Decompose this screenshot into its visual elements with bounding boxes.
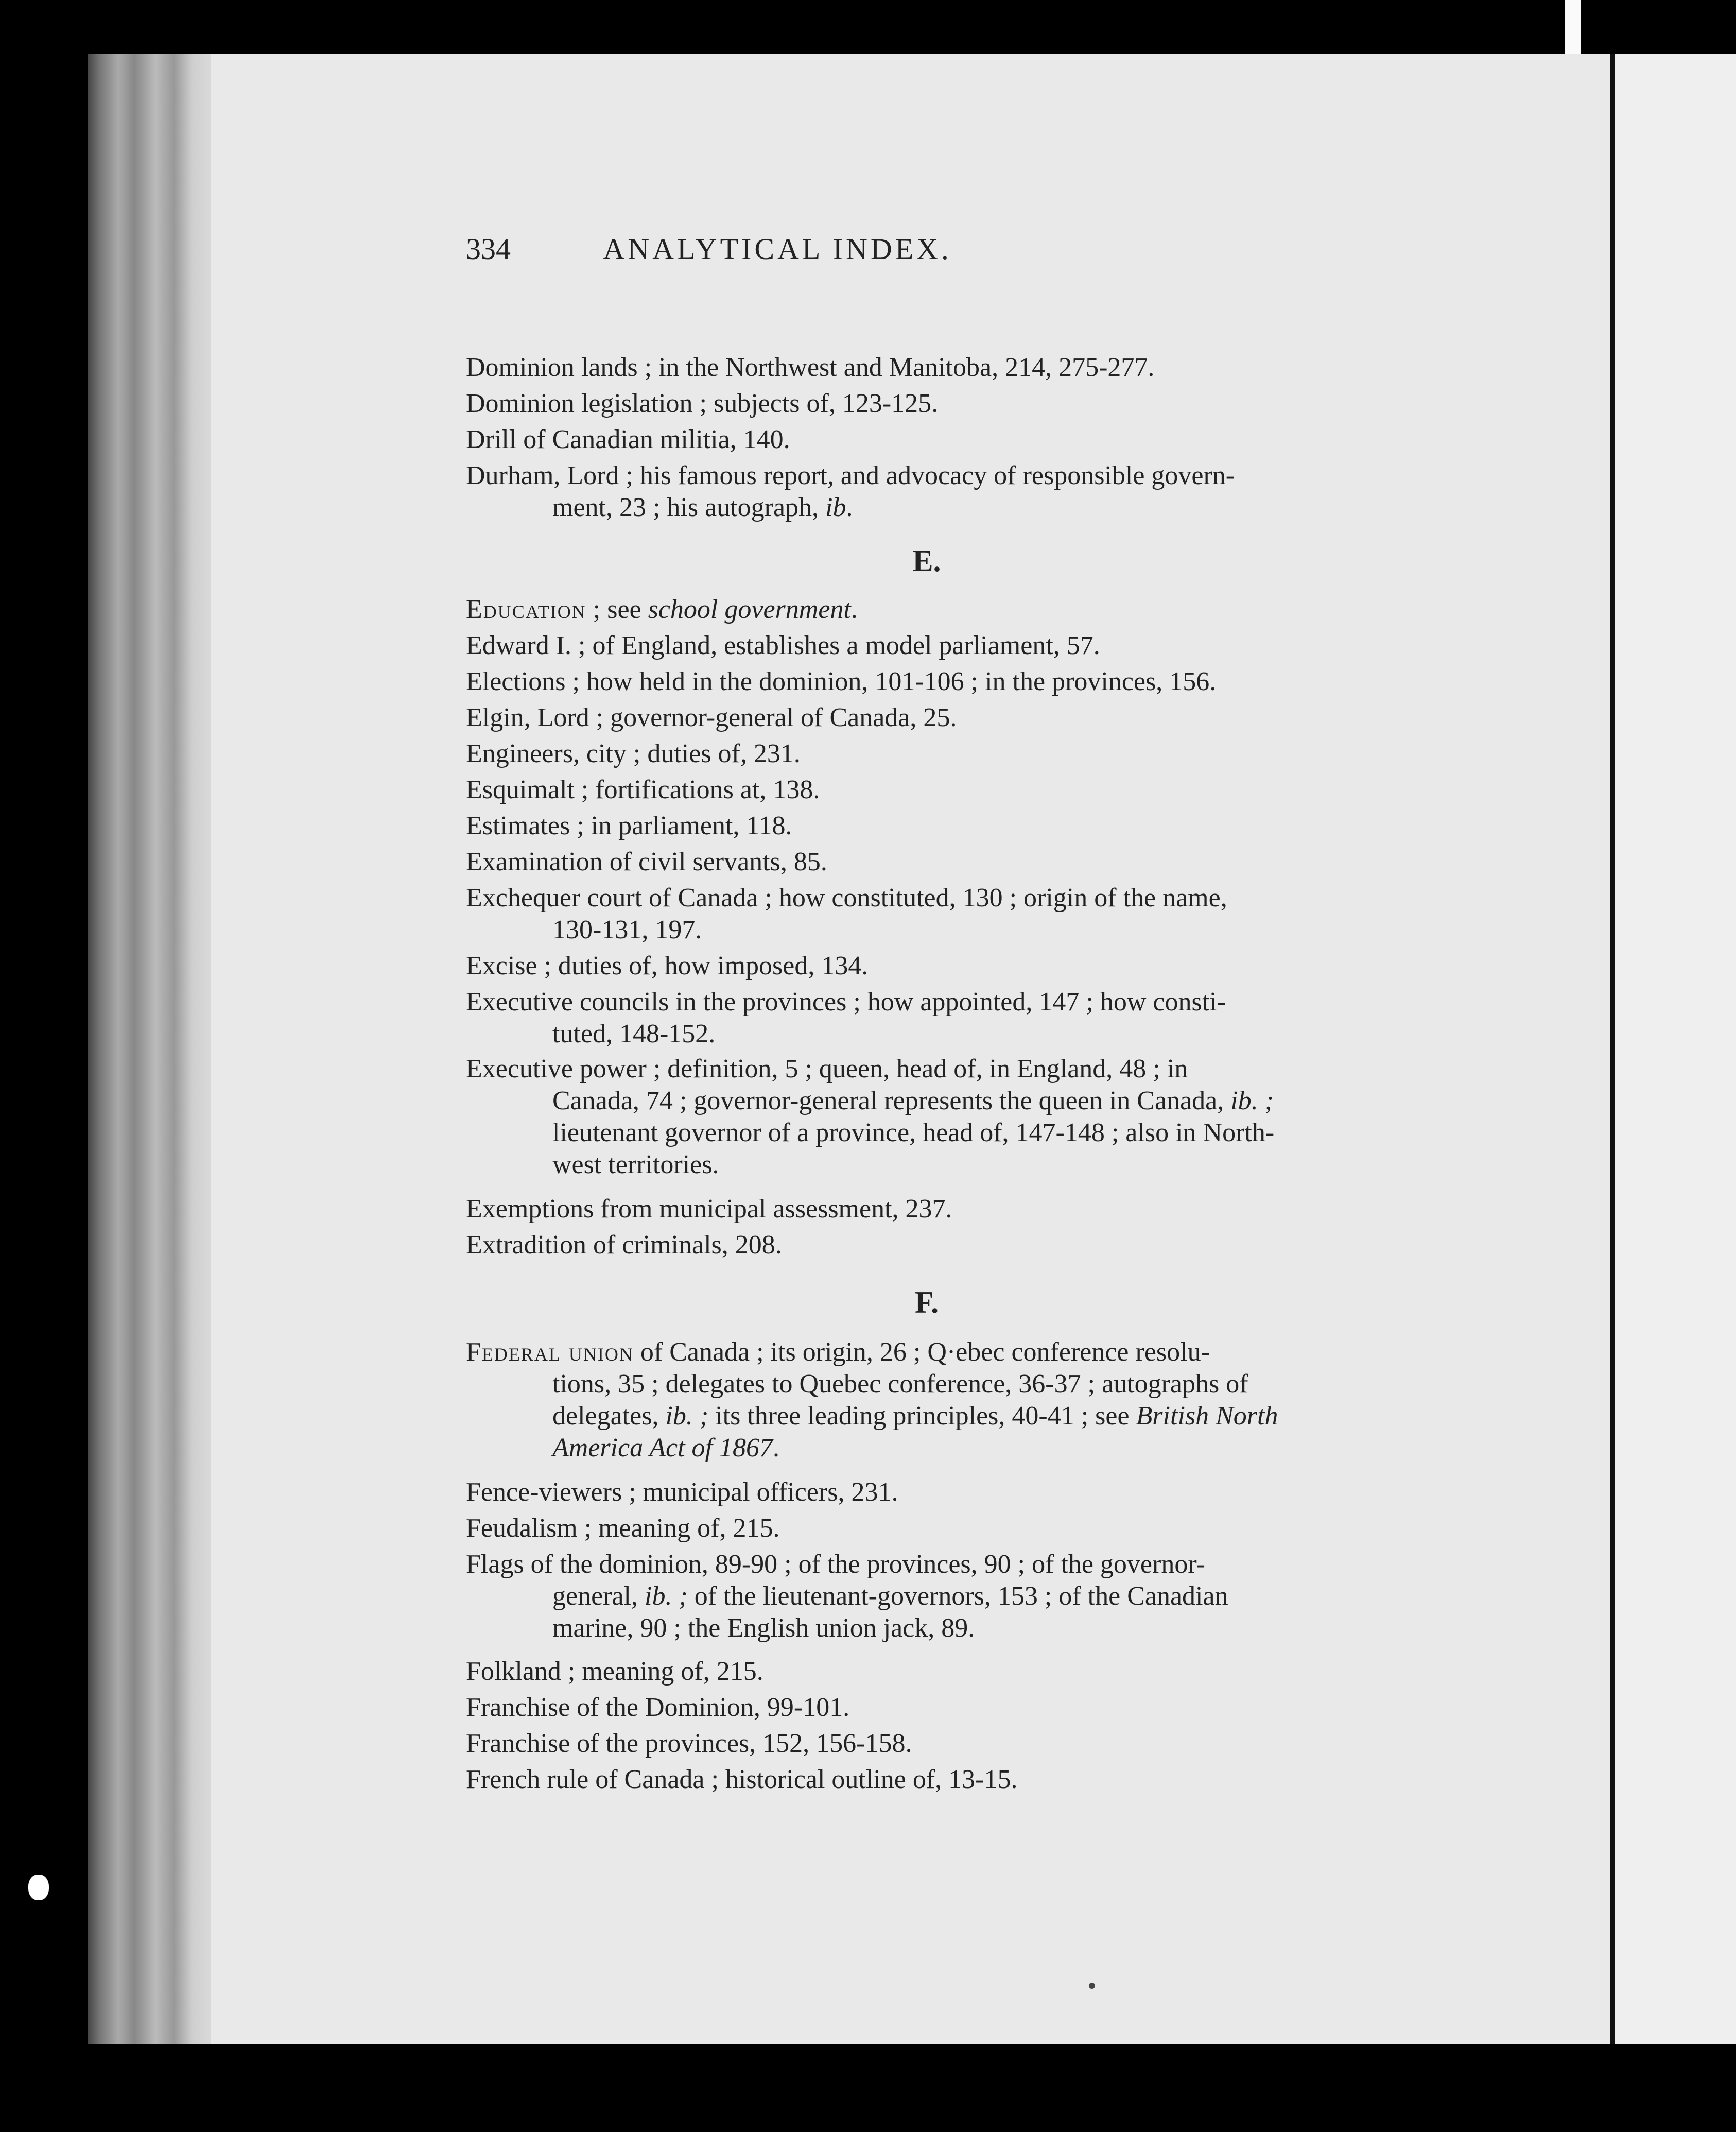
entry-text-end: . xyxy=(850,595,858,624)
entry-first-line: Executive councils in the provinces ; how appointed, 147 ; how consti- xyxy=(466,987,1226,1017)
entry-continuation: tuted, 148-152. xyxy=(552,1019,716,1048)
index-entry: Exemptions from municipal assessment, 237. xyxy=(466,1194,952,1224)
index-entry-federal-union xyxy=(466,1336,1387,1464)
index-entry: Edward I. ; of England, establishes a model parliament, 57. xyxy=(466,631,1100,660)
entry-first-line: Executive power ; definition, 5 ; queen, head of, in England, 48 ; in xyxy=(466,1054,1188,1084)
index-entry-executive-councils xyxy=(466,986,1387,1050)
entry-continuation: 130-131, 197. xyxy=(552,915,702,944)
ink-dot xyxy=(1089,1983,1095,1989)
entry-continuation: lieutenant governor of a province, head of, 147-148 ; also in North- xyxy=(552,1118,1275,1147)
entry-first-line: of Canada ; its origin, 26 ; Q·ebec conference resolu- xyxy=(633,1337,1210,1367)
index-entry: Examination of civil servants, 85. xyxy=(466,847,827,876)
entry-headword: Education xyxy=(466,595,586,624)
cont-text: of the lieutenant-governors, 153 ; of the Canadian xyxy=(687,1581,1228,1611)
index-entry: Franchise of the Dominion, 99-101. xyxy=(466,1693,850,1722)
cont-text: Canada, 74 ; governor-general represents the queen in Canada, xyxy=(552,1086,1231,1115)
facing-page-edge xyxy=(1615,54,1736,2044)
index-entry-durham xyxy=(466,460,1387,524)
index-entry: Franchise of the provinces, 152, 156-158. xyxy=(466,1729,912,1758)
running-title: ANALYTICAL INDEX. xyxy=(603,232,952,266)
cont-text: ment, 23 ; his autograph, xyxy=(552,493,826,522)
cont-italic: ib. ; xyxy=(665,1401,709,1431)
index-entry: Folkland ; meaning of, 215. xyxy=(466,1657,763,1686)
cont-italic: ib xyxy=(825,493,846,522)
section-letter-f: F. xyxy=(914,1285,939,1319)
index-entry: Dominion legislation ; subjects of, 123-125. xyxy=(466,389,939,418)
cont-italic: ib. ; xyxy=(1230,1086,1274,1115)
cont-text-end: . xyxy=(772,1433,779,1463)
index-entry: Estimates ; in parliament, 118. xyxy=(466,811,792,840)
top-edge-mark xyxy=(1565,0,1581,54)
index-entry: Esquimalt ; fortifications at, 138. xyxy=(466,775,820,804)
entry-first-line: Flags of the dominion, 89-90 ; of the provinces, 90 ; of the governor- xyxy=(466,1550,1205,1579)
cont-italic: America Act of 1867 xyxy=(552,1433,773,1463)
index-page xyxy=(211,54,1610,2044)
entry-continuation: west territories. xyxy=(552,1150,719,1179)
entry-continuation: marine, 90 ; the English union jack, 89. xyxy=(552,1613,975,1643)
entry-continuation xyxy=(466,492,1387,524)
entry-continuation xyxy=(466,1432,1387,1464)
entry-continuation xyxy=(466,1400,1387,1432)
index-entry: Feudalism ; meaning of, 215. xyxy=(466,1514,780,1543)
index-entry-executive-power xyxy=(466,1053,1387,1181)
cont-text-end: . xyxy=(846,493,853,522)
scan-speck xyxy=(28,1875,49,1900)
cont-text: its three leading principles, 40-41 ; see xyxy=(708,1401,1136,1431)
index-entry: Dominion lands ; in the Northwest and Manitoba, 214, 275-277. xyxy=(466,353,1155,382)
index-entry: Fence-viewers ; municipal officers, 231. xyxy=(466,1477,898,1507)
cont-italic: British North xyxy=(1136,1401,1278,1431)
entry-headword: Federal union xyxy=(466,1337,634,1367)
index-entry: Drill of Canadian militia, 140. xyxy=(466,425,790,454)
index-entry: French rule of Canada ; historical outline of, 13-15. xyxy=(466,1765,1018,1794)
entry-text: ; see xyxy=(586,595,648,624)
section-letter-e: E. xyxy=(912,544,941,578)
index-entry: Elgin, Lord ; governor-general of Canada, 25. xyxy=(466,703,957,732)
book-binding-shadow xyxy=(88,54,211,2044)
index-entry: Extradition of criminals, 208. xyxy=(466,1230,782,1260)
entry-continuation xyxy=(466,1085,1387,1117)
page-gutter-line xyxy=(1610,54,1615,2044)
cont-text: general, xyxy=(552,1581,645,1611)
index-entry-flags xyxy=(466,1549,1387,1644)
cont-text: delegates, xyxy=(552,1401,666,1431)
entry-first-line: Durham, Lord ; his famous report, and advocacy of responsible govern- xyxy=(466,461,1235,490)
index-entry-exchequer xyxy=(466,882,1387,946)
index-entry: Engineers, city ; duties of, 231. xyxy=(466,739,801,768)
entry-continuation xyxy=(466,1580,1387,1612)
entry-cross-ref: school government xyxy=(648,595,851,624)
page-number: 334 xyxy=(466,232,511,266)
index-entry: Elections ; how held in the dominion, 101-106 ; in the provinces, 156. xyxy=(466,667,1217,696)
page-header xyxy=(466,232,1089,273)
index-entry: Excise ; duties of, how imposed, 134. xyxy=(466,951,869,981)
entry-continuation: tions, 35 ; delegates to Quebec conference, 36-37 ; autographs of xyxy=(552,1369,1248,1399)
entry-first-line: Exchequer court of Canada ; how constituted, 130 ; origin of the name, xyxy=(466,883,1227,913)
cont-italic: ib. ; xyxy=(645,1581,688,1611)
index-entry-education xyxy=(466,594,1387,626)
